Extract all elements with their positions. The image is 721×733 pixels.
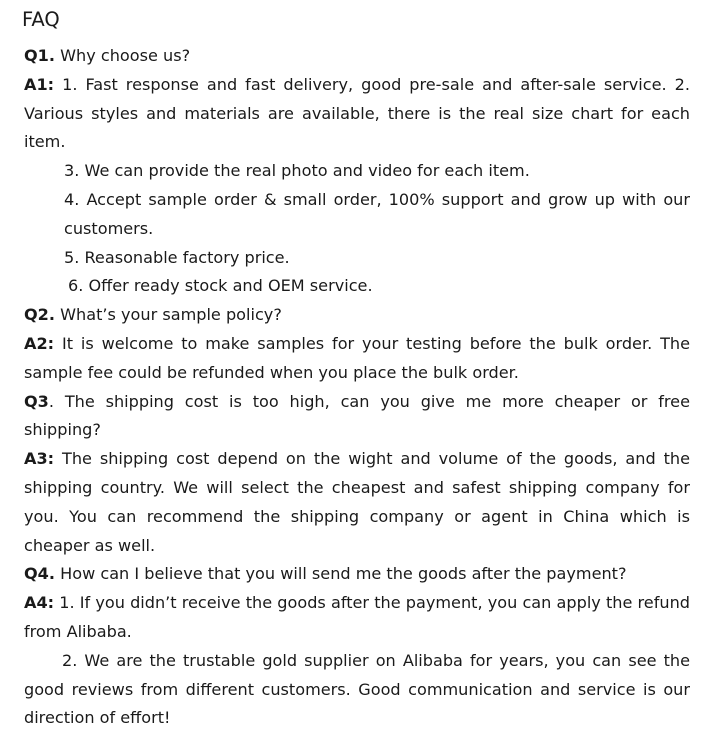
question-2 — [24, 301, 690, 330]
answer-label: A3: — [24, 449, 55, 469]
answer-text: It is welcome to make samples for your testing before the bulk order. The sample fee could be refunded when you place the bulk order. — [24, 333, 690, 382]
answer-2 — [24, 330, 690, 388]
question-3 — [24, 388, 690, 446]
answer-text: 1. If you didn’t receive the goods after the payment, you can apply the refund from Alibaba. — [24, 593, 690, 641]
question-label: Q2. — [24, 305, 55, 325]
answer-label: A4: — [24, 593, 55, 613]
question-label: Q3 — [24, 391, 49, 411]
question-label: Q4. — [24, 564, 55, 584]
question-4 — [24, 560, 690, 589]
answer-text: 1. Fast response and fast delivery, good pre-sale and after-sale service. 2. Various styles and materials are available, there is the real size chart for each item. — [24, 74, 690, 152]
question-label: Q1. — [24, 46, 55, 65]
answer-3 — [24, 445, 690, 560]
page-title: FAQ — [22, 8, 60, 31]
question-text: . The shipping cost is too high, can you give me more cheaper or free shipping? — [24, 391, 690, 440]
answer-text: The shipping cost depend on the wight and volume of the goods, and the shipping country. We will select the cheapest and safest shipping company for you. You can recommend the shipping company or agent in China which is cheaper as well. — [24, 449, 690, 555]
list-item: 3. We can provide the real photo and video for each item. — [64, 161, 530, 181]
answer-1-list — [24, 157, 690, 301]
list-item: 5. Reasonable factory price. — [64, 247, 290, 267]
faq-document — [24, 6, 690, 733]
question-text: How can I believe that you will send me the goods after the payment? — [55, 564, 627, 584]
answer-label: A2: — [24, 333, 55, 353]
answer-4-item-2: 2. We are the trustable gold supplier on Alibaba for years, you can see the good reviews from different customers. Good communication and service is our direction of effort! — [24, 650, 690, 728]
list-item: 4. Accept sample order & small order, 100% support and grow up with our customers. — [64, 189, 690, 238]
question-text: Why choose us? — [55, 46, 191, 65]
answer-1 — [24, 71, 690, 157]
list-item: 6. Offer ready stock and OEM service. — [68, 276, 373, 296]
question-text: What’s your sample policy? — [55, 305, 282, 325]
question-1 — [24, 42, 690, 71]
answer-label: A1: — [24, 74, 55, 94]
answer-4 — [24, 589, 690, 647]
